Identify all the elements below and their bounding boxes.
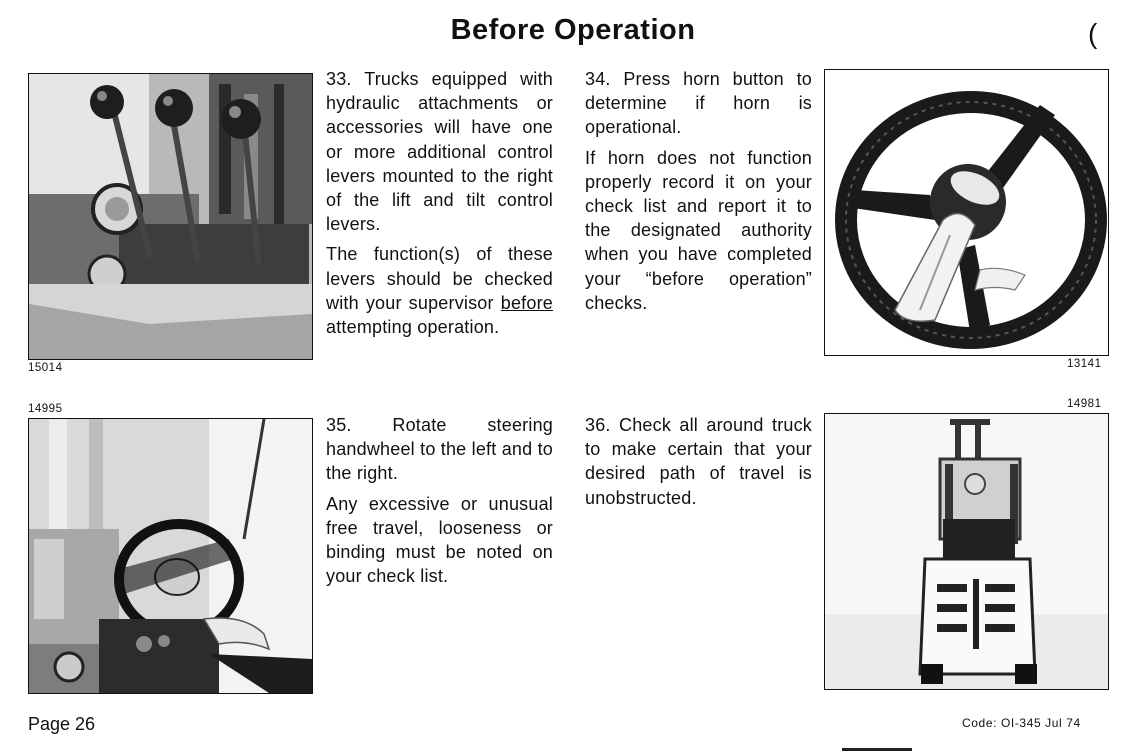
step-35-note: Any excessive or unusual free travel, looseness or binding must be noted on your check list. <box>326 493 553 587</box>
page-number: Page 26 <box>28 714 96 734</box>
emphasis-before: before <box>500 292 553 313</box>
step-34-note: If horn does not function properly record it on your check list and report it to the designated authority when you have completed your “before operation” checks. <box>585 147 812 313</box>
forklift-illustration <box>825 414 1108 689</box>
step-36 <box>585 413 812 516</box>
step-34-text: 34. Press horn button to determine if horn is operational. <box>585 69 812 138</box>
figure-number: 15014 <box>28 362 63 374</box>
step-33-note <box>326 242 553 339</box>
figure-number: 14995 <box>28 403 63 415</box>
page-title: Before Operation <box>450 14 696 46</box>
photo-control-levers <box>28 73 313 360</box>
photo-steering-handwheel <box>28 418 313 694</box>
edge-mark: ( <box>1088 18 1098 49</box>
step-34 <box>585 67 812 321</box>
figure-number: 13141 <box>1067 358 1102 370</box>
step-35 <box>326 413 553 594</box>
step-33 <box>326 67 553 345</box>
photo-forklift-truck <box>824 413 1109 690</box>
document-code: Code: OI-345 Jul 74 <box>962 716 1081 730</box>
steering-wheel-illustration <box>825 70 1108 355</box>
control-levers-illustration <box>29 74 312 359</box>
photo-horn-button <box>824 69 1109 356</box>
figure-number: 14981 <box>1067 398 1102 410</box>
scan-mark <box>842 748 912 751</box>
step-33-note-a: The function(s) of these levers should be checked with your supervisor <box>326 244 553 313</box>
step-36-text: 36. Check all around truck to make certain that your desired path of travel is unobstructed. <box>585 415 812 508</box>
step-33-text: 33. Trucks equipped with hydraulic attachments or accessories will have one or more additional control levers mounted to the right of the lift and tilt control levers. <box>326 69 553 235</box>
step-35-text: 35. Rotate steering handwheel to the left and to the right. <box>326 415 553 484</box>
step-33-note-b: attempting operation. <box>326 317 500 338</box>
handwheel-illustration <box>29 419 312 693</box>
